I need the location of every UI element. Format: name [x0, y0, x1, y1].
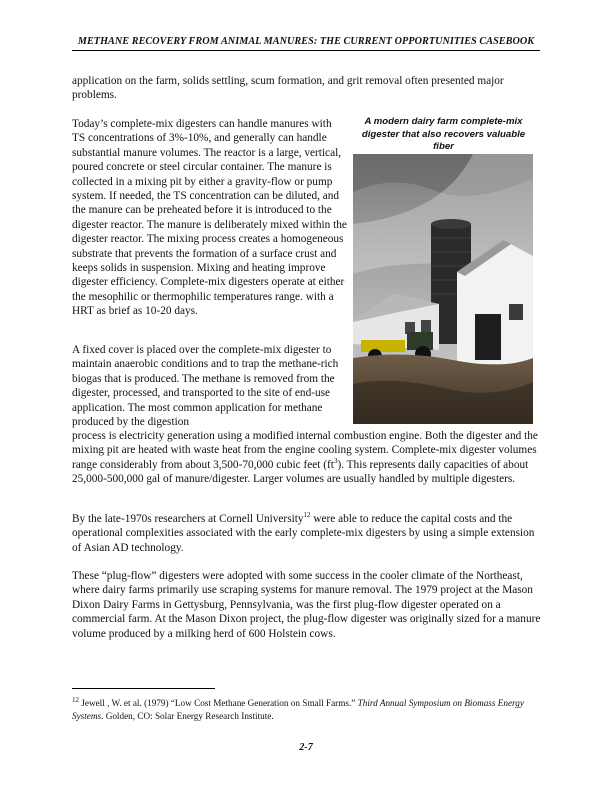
header-divider — [72, 50, 540, 51]
paragraph-fixed-cover: A fixed cover is placed over the complete-mix digester to maintain anaerobic conditions and to trap the methane-rich biogas that is produced. The methane is removed from the digester, processed, and transported to the site of end-use application. The most common application for methane produced by the digestion — [72, 344, 339, 429]
footnote-divider — [72, 688, 215, 689]
running-header: METHANE RECOVERY FROM ANIMAL MANURES: THE CURRENT OPPORTUNITIES CASEBOOK — [77, 36, 535, 47]
paragraph-electricity-generation: process is electricity generation using a modified internal combustion engine. Both the digester and the mixing pit are heated with waste heat from the engine cooling system. Complete-mix digester volumes range considerably from about 3,500-70,000 cubic feet $(ft^3)$. This represents daily capacities of about 25,000-500,000 gal of manure/digester. Larger volumes are usually handled by multiple digesters. — [72, 430, 538, 486]
tractor — [361, 340, 405, 352]
footnote: $^{12}$ Jewell , W. et al. (1979) “Low Cost Methane Generation on Small Farms.” Third Annual Symposium on Biomass Energy Systems. Golden, CO: Solar Energy Research Institute. — [72, 695, 524, 721]
paragraph-intro-continuation: application on the farm, solids settling, scum formation, and grit removal often presented major problems. — [72, 75, 504, 102]
paragraph-plug-flow: These “plug-flow” digesters were adopted with some success in the cooler climate of the Northeast, where dairy farms primarily use scraping systems for manure removal. The 1979 project at the Mason Dixon Dairy Farms in Gettysburg, Pennsylvania, was the first plug-flow digester operated on a commercial farm. At the Mason Dixon project, the plug-flow digester was originally sized for a manure volume produced by a milking herd of 600 Holstein cows. — [72, 570, 541, 640]
paragraph-cornell: By the late-1970s researchers at Cornell University$^{12}$ were able to reduce the capital costs and the operational complexities associated with the early complete-mix digesters by using a simple extension of Asian AD technology. — [72, 511, 535, 554]
footnote-reference: 12 — [303, 511, 311, 520]
page-number: 2-7 — [299, 742, 313, 753]
dairy-farm-digester-photo — [353, 154, 533, 424]
figure-caption: A modern dairy farm complete-mix digester that also recovers valuable fiber — [361, 116, 526, 153]
barn-door — [475, 314, 501, 360]
paragraph-complete-mix: Today’s complete-mix digesters can handle manures with TS concentrations of 3%-10%, and generally can handle substantial manure volumes. The reactor is a large, vertical, poured concrete or steel circular container. The manure is collected in a mixing pit by either a gravity-flow or pump system. If needed, the TS concentration can be diluted, and the manure can be preheated before it is introduced to the digester reactor. The manure is deliberately mixed within the digester reactor. The mixing process creates a homogeneous substrate that prevents the formation of a surface crust and keeps solids in suspension. Mixing and heating improve digester efficiency. Complete-mix digesters operate at either the mesophilic or thermophilic temperatures range. with a HRT as brief as 10-20 days. — [72, 118, 347, 318]
